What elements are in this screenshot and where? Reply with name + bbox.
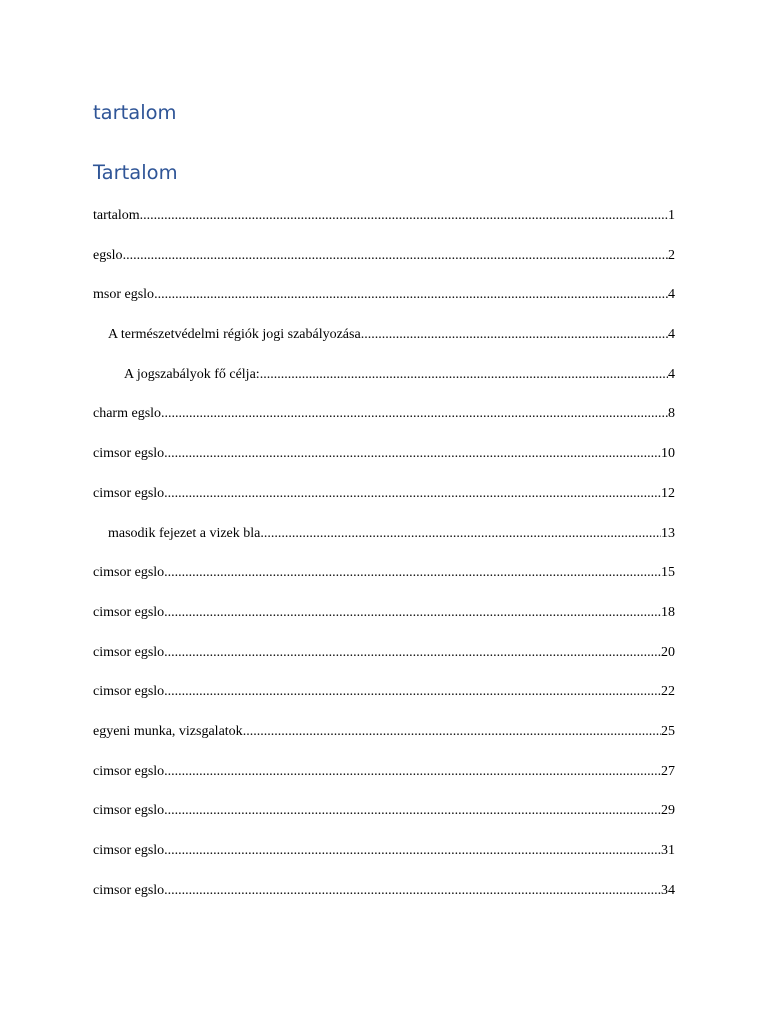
toc-dot-leader bbox=[243, 721, 661, 743]
toc-entry[interactable] bbox=[93, 403, 675, 443]
toc-dot-leader bbox=[164, 681, 661, 703]
toc-entry[interactable] bbox=[93, 483, 675, 523]
toc-entry[interactable] bbox=[93, 562, 675, 602]
toc-dot-leader bbox=[164, 602, 661, 624]
toc-entry-page-number[interactable]: 10 bbox=[661, 446, 675, 462]
toc-dot-leader bbox=[123, 245, 668, 267]
toc-dot-leader bbox=[260, 523, 661, 545]
toc-entry[interactable] bbox=[93, 324, 675, 364]
toc-entry-title[interactable]: tartalom bbox=[93, 208, 140, 223]
toc-dot-leader bbox=[164, 840, 661, 862]
toc-entry[interactable] bbox=[93, 840, 675, 880]
toc-entry-page-number[interactable]: 22 bbox=[661, 684, 675, 700]
toc-entry-page-number[interactable]: 8 bbox=[668, 406, 675, 422]
toc-entry-page-number[interactable]: 20 bbox=[661, 644, 675, 660]
toc-entry-page-number[interactable]: 34 bbox=[661, 882, 675, 898]
toc-entry-page-number[interactable]: 4 bbox=[668, 287, 675, 303]
toc-entry-title[interactable]: A természetvédelmi régiók jogi szabályozása bbox=[108, 327, 361, 343]
toc-entry-page-number[interactable]: 27 bbox=[661, 763, 675, 779]
toc-entry-page-number[interactable]: 12 bbox=[661, 485, 675, 501]
toc-entry[interactable] bbox=[93, 681, 675, 721]
document-heading: tartalom bbox=[93, 101, 177, 124]
toc-entry[interactable] bbox=[93, 800, 675, 840]
toc-entry-page-number[interactable]: 1 bbox=[668, 208, 675, 223]
toc-entry-title[interactable]: cimsor egslo bbox=[93, 446, 165, 462]
toc-entry-page-number[interactable]: 13 bbox=[661, 525, 675, 541]
toc-entry[interactable] bbox=[93, 642, 675, 682]
toc-entry-title[interactable]: A jogszabályok fő célja: bbox=[124, 366, 260, 382]
toc-entry[interactable] bbox=[93, 443, 675, 483]
toc-entry-title[interactable]: cimsor egslo bbox=[93, 763, 165, 779]
toc-entry-title[interactable]: egslo bbox=[93, 247, 123, 263]
toc-entry-page-number[interactable]: 31 bbox=[661, 843, 675, 858]
toc-entry-title[interactable]: egyeni munka, vizsgalatok bbox=[93, 723, 243, 739]
toc-entry-page-number[interactable]: 4 bbox=[668, 366, 675, 382]
toc-entry-title[interactable]: cimsor egslo bbox=[93, 843, 165, 858]
toc-heading: Tartalom bbox=[93, 161, 178, 184]
toc-entry-page-number[interactable]: 25 bbox=[661, 723, 675, 739]
toc-entry-title[interactable]: cimsor egslo bbox=[93, 803, 165, 819]
toc-entry-title[interactable]: cimsor egslo bbox=[93, 644, 165, 660]
toc-entry-title[interactable]: cimsor egslo bbox=[93, 485, 165, 501]
toc-entry-title[interactable]: charm egslo bbox=[93, 406, 162, 422]
toc-dot-leader bbox=[164, 761, 661, 783]
toc-entry-page-number[interactable]: 15 bbox=[661, 565, 675, 581]
toc-entry[interactable] bbox=[93, 284, 675, 324]
toc-entry-page-number[interactable]: 4 bbox=[668, 327, 675, 343]
toc-entry-title[interactable]: cimsor egslo bbox=[93, 684, 165, 700]
toc-dot-leader bbox=[361, 324, 668, 346]
toc-dot-leader bbox=[164, 800, 661, 822]
toc-dot-leader bbox=[164, 562, 661, 584]
toc-dot-leader bbox=[164, 880, 661, 902]
toc-dot-leader bbox=[164, 642, 661, 664]
toc-entry[interactable] bbox=[93, 602, 675, 642]
toc-entry[interactable] bbox=[93, 523, 675, 563]
toc-entry[interactable] bbox=[93, 761, 675, 801]
toc-entry-page-number[interactable]: 18 bbox=[661, 604, 675, 620]
toc-entry-title[interactable]: msor egslo bbox=[93, 287, 155, 303]
toc-entry-title[interactable]: masodik fejezet a vizek bla bbox=[108, 525, 261, 541]
toc-entry[interactable] bbox=[93, 721, 675, 761]
toc-dot-leader bbox=[260, 364, 668, 386]
toc-dot-leader bbox=[161, 403, 668, 425]
toc-entry-page-number[interactable]: 2 bbox=[668, 247, 675, 263]
toc-entry[interactable] bbox=[93, 364, 675, 404]
toc-entry[interactable] bbox=[93, 880, 675, 920]
toc-entry-title[interactable]: cimsor egslo bbox=[93, 882, 165, 898]
toc-entry-title[interactable]: cimsor egslo bbox=[93, 604, 165, 620]
toc-dot-leader bbox=[164, 483, 661, 505]
toc-dot-leader bbox=[154, 284, 668, 306]
toc-entry[interactable] bbox=[93, 245, 675, 285]
toc-entry[interactable] bbox=[93, 205, 675, 245]
toc-entry-page-number[interactable]: 29 bbox=[661, 803, 675, 819]
toc-entry-title[interactable]: cimsor egslo bbox=[93, 565, 165, 581]
toc-dot-leader bbox=[140, 205, 668, 227]
toc-dot-leader bbox=[164, 443, 661, 465]
table-of-contents bbox=[93, 205, 675, 919]
